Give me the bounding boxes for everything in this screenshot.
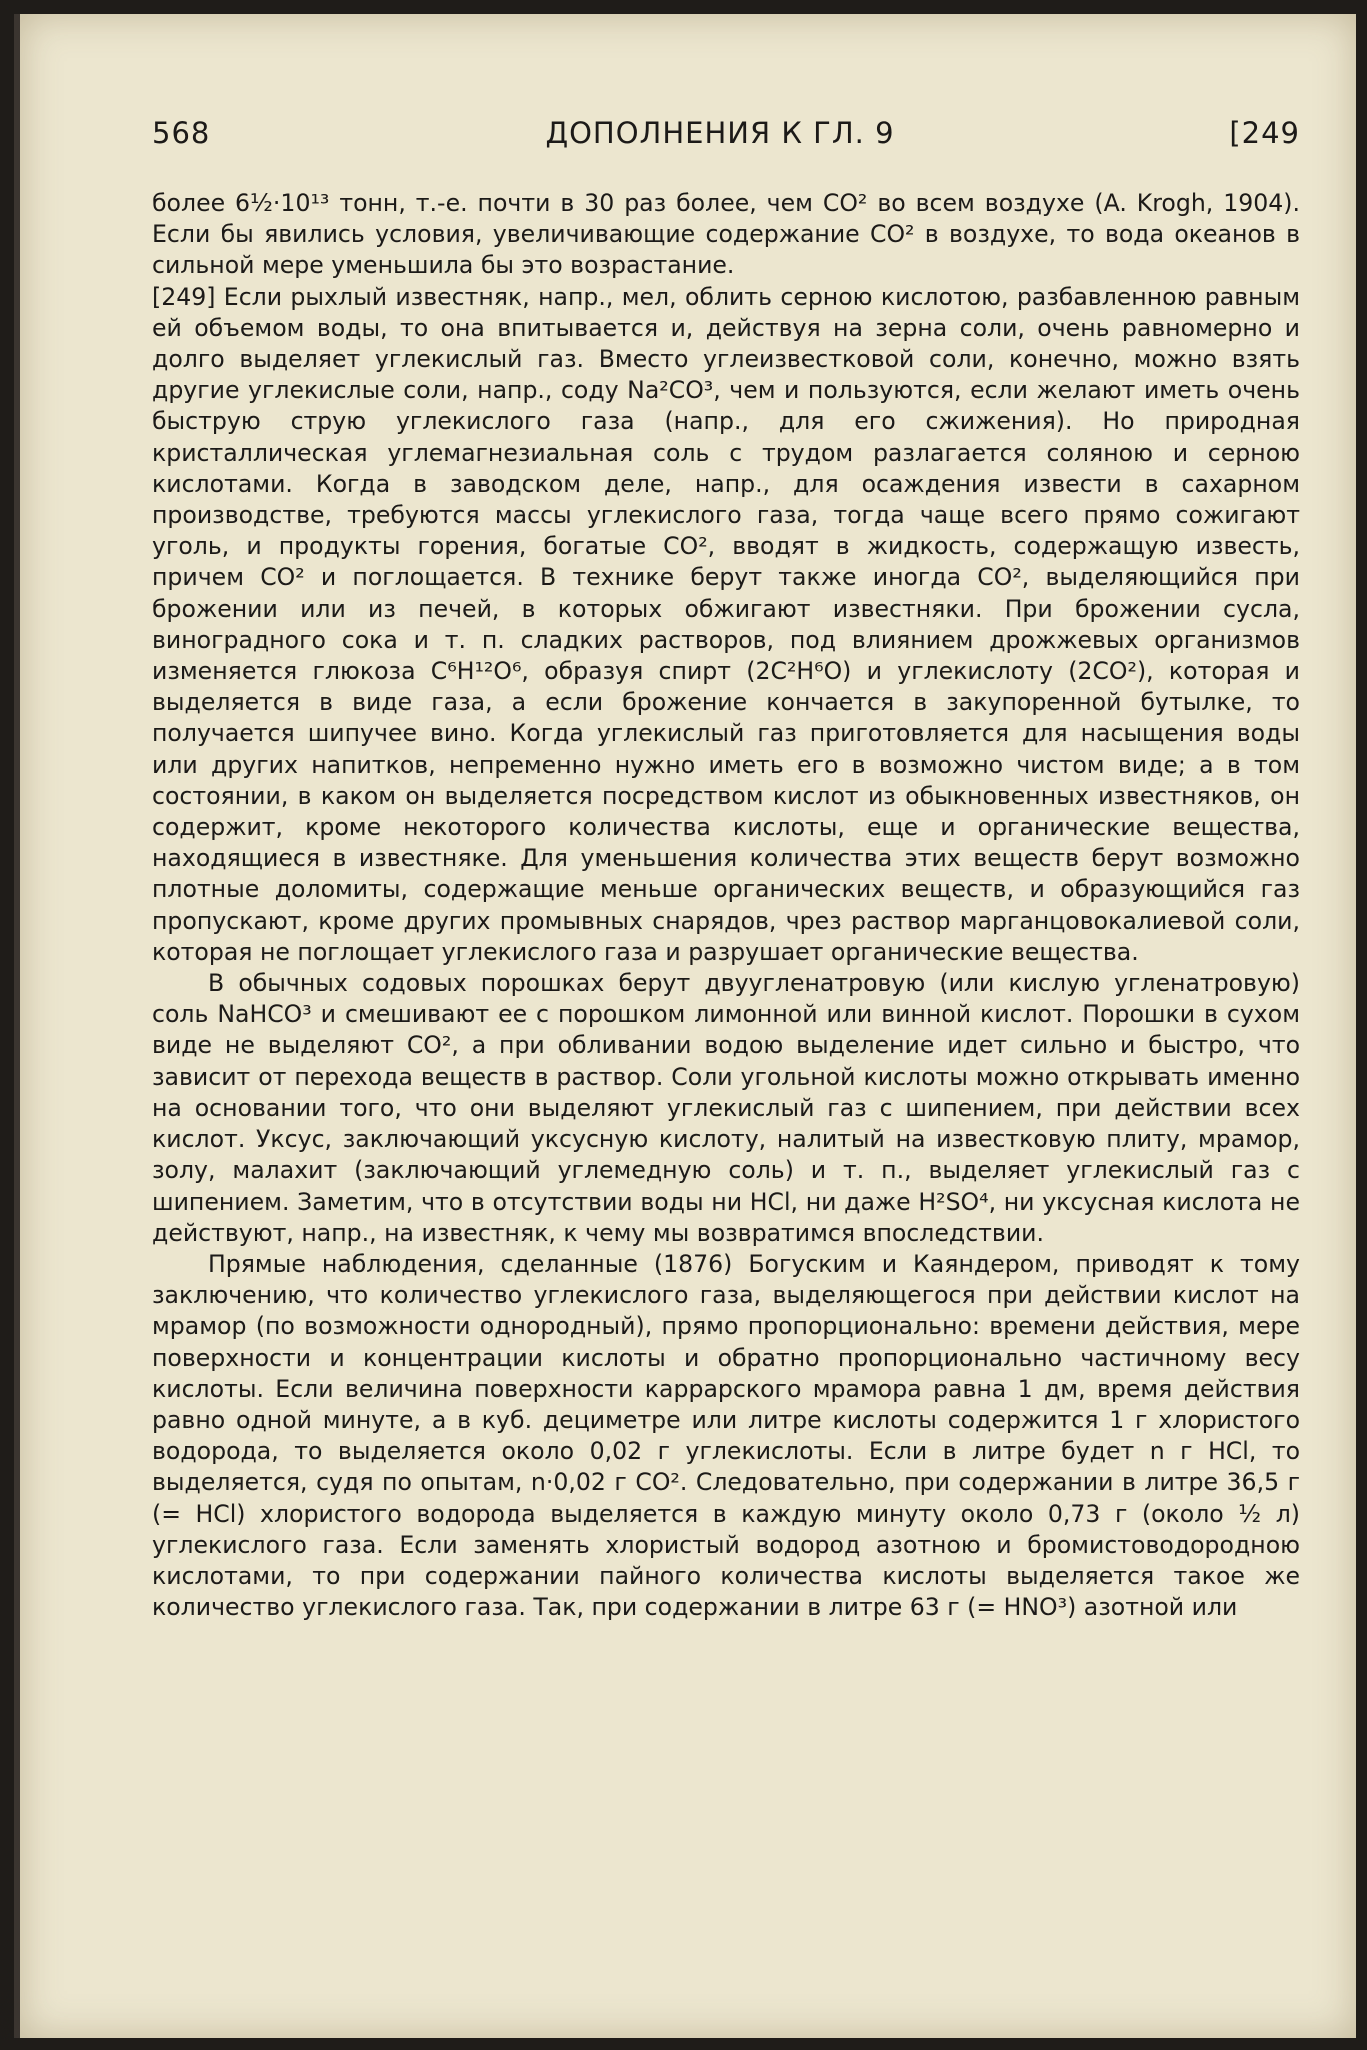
running-header [140, 116, 1300, 162]
paragraph: В обычных содовых порошках берут двуугленатровую (или кислую угленатровую) соль NaHCO³ и смешивают ее с порошком лимонной или винной кислот. Порошки в сухом виде не выделяют CO², а при обливании водою выделение идет сильно и быстро, что зависит от перехода веществ в раствор. Соли угольной кислоты можно открывать именно на основании того, что они выделяют углекислый газ с шипением, при действии всех кислот. Уксус, заключающий уксусную кислоту, налитый на известковую плиту, мрамор, золу, малахит (заключающий углемедную соль) и т. п., выделяет углекислый газ с шипением. Заметим, что в отсутствии воды ни HCl, ни даже H²SO⁴, ни уксусная кислота не действуют, напр., на известняк, к чему мы возвратимся впоследствии. [152, 969, 1300, 1247]
paragraph: более 6½·10¹³ тонн, т.-е. почти в 30 раз более, чем CO² во всем воздухе (A. Krogh, 1904). Если бы явились условия, увеличивающие содержание CO² в воздухе, то вода океанов в сильной мере уменьшила бы это возрастание. [152, 189, 1300, 280]
paragraph: [249] Если рыхлый известняк, напр., мел, облить серною кислотою, разбавленною равным ей объемом воды, то она впитывается и, действуя на зерна соли, очень равномерно и долго выделяет углекислый газ. Вместо углеизвестковой соли, конечно, можно взять другие углекислые соли, напр., соду Na²CO³, чем и пользуются, если желают иметь очень быструю струю углекислого газа (напр., для его сжижения). Но природная кристаллическая углемагнезиальная соль с трудом разлагается соляною и серною кислотами. Когда в заводском деле, напр., для осаждения извести в сахарном производстве, требуются массы углекислого газа, тогда чаще всего прямо сожигают уголь, и продукты горения, богатые CO², вводят в жидкость, содержащую известь, причем CO² и поглощается. В технике берут также иногда CO², выделяющийся при брожении или из печей, в которых обжигают известняки. При брожении сусла, виноградного сока и т. п. сладких растворов, под влиянием дрожжевых организмов изменяется глюкоза C⁶H¹²O⁶, образуя спирт (2C²H⁶O) и углекислоту (2CO²), которая и выделяется в виде газа, а если брожение кончается в закупоренной бутылке, то получается шипучее вино. Когда углекислый газ приготовляется для насыщения воды или других напитков, непременно нужно иметь его в возможно чистом виде; а в том состоянии, в каком он выделяется посредством кислот из обыкновенных известняков, он содержит, кроме некоторого количества кислоты, еще и органические вещества, находящиеся в известняке. Для уменьшения количества этих веществ берут возможно плотные доломиты, содержащие меньше органических веществ, и образующийся газ пропускают, кроме других промывных снарядов, чрез раствор марганцовокалиевой соли, которая не поглощает углекислого газа и разрушает органические вещества. [152, 282, 1300, 966]
page-number: 568 [152, 116, 211, 150]
paragraph: Прямые наблюдения, сделанные (1876) Богуским и Каяндером, приводят к тому заключению, что количество углекислого газа, выделяющегося при действии кислот на мрамор (по возможности однородный), прямо пропорционально: времени действия, мере поверхности и концентрации кислоты и обратно пропорционально частичному весу кислоты. Если величина поверхности каррарского мрамора равна 1 дм, время действия равно одной минуте, а в куб. дециметре или литре кислоты содержится 1 г хлористого водорода, то выделяется около 0,02 г углекислоты. Если в литре будет n г HCl, то выделяется, судя по опытам, n·0,02 г CO². Следовательно, при содержании в литре 36,5 г (= HCl) хлористого водорода выделяется в каждую минуту около 0,73 г (около ½ л) углекислого газа. Если заменять хлористый водород азотною и бромистоводородною кислотами, то при содержании пайного количества кислоты выделяется такое же количество углекислого газа. Так, при содержании в литре 63 г (= HNO³) азотной или [152, 1249, 1300, 1622]
header-section-ref: [249 [1229, 116, 1300, 150]
header-title: ДОПОЛНЕНИЯ К ГЛ. 9 [545, 116, 895, 150]
body-text [152, 188, 1300, 1623]
